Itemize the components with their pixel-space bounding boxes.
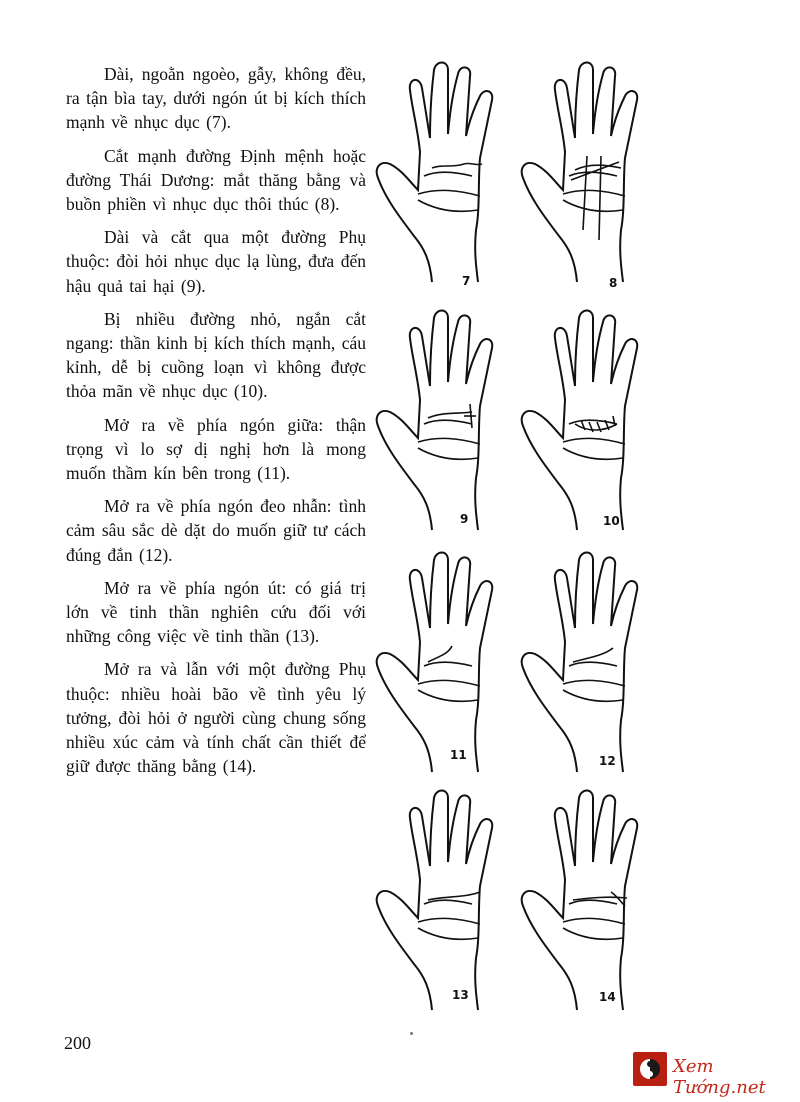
paragraph: Dài và cắt qua một đường Phụ thuộc: đòi hỏi nhục dục lạ lùng, đưa đến hậu quả tai hại (9). bbox=[66, 227, 366, 296]
palm-drawing bbox=[372, 308, 522, 538]
palm-figure-7 bbox=[372, 60, 522, 290]
palm-drawing bbox=[517, 788, 667, 1018]
body-text bbox=[66, 62, 366, 787]
palm-figure-8 bbox=[517, 60, 667, 290]
palm-figure-10 bbox=[517, 308, 667, 538]
palm-drawing bbox=[372, 60, 522, 290]
palm-figure-11 bbox=[372, 550, 522, 780]
figure-label: 11 bbox=[450, 748, 467, 762]
watermark-text: Xem Tướng.net bbox=[673, 1056, 766, 1098]
paragraph: Mở ra và lẫn với một đường Phụ thuộc: nhiều hoài bão về tình yêu lý tưởng, đòi hỏi ở người cùng chung sống nhiều xúc cảm và tính chất cần thiết để giữ được thăng bằng (14). bbox=[66, 659, 366, 777]
palm-illustrations bbox=[372, 60, 672, 1020]
paragraph: Bị nhiều đường nhỏ, ngắn cắt ngang: thần kinh bị kích thích mạnh, cáu kỉnh, dễ bị cuồng loạn vì không được thỏa mãn về nhục dục (10). bbox=[66, 308, 366, 402]
palm-figure-12 bbox=[517, 550, 667, 780]
scan-speck bbox=[410, 1032, 413, 1035]
figure-label: 12 bbox=[599, 754, 616, 768]
palm-drawing bbox=[517, 60, 667, 290]
palm-drawing bbox=[372, 788, 522, 1018]
palm-figure-14 bbox=[517, 788, 667, 1018]
figure-label: 14 bbox=[599, 990, 616, 1004]
paragraph: Mở ra về phía ngón đeo nhẫn: tình cảm sâu sắc dè dặt do muốn giữ tư cách đúng đắn (12). bbox=[66, 496, 366, 565]
page-number: 200 bbox=[64, 1033, 91, 1053]
watermark-logo bbox=[633, 1048, 798, 1098]
paragraph: Dài, ngoằn ngoèo, gẫy, không đều, ra tận bìa tay, dưới ngón út bị kích thích mạnh về nhục dục (7). bbox=[66, 64, 366, 133]
palm-drawing bbox=[517, 308, 667, 538]
figure-label: 8 bbox=[609, 276, 618, 290]
paragraph: Mở ra về phía ngón giữa: thận trọng vì lo sợ dị nghị hơn là mong muốn thầm kín bên trong (11). bbox=[66, 414, 366, 484]
paragraph: Mở ra về phía ngón út: có giá trị lớn về tinh thần nghiên cứu đối với những công việc về tinh thần (13). bbox=[66, 577, 366, 647]
figure-label: 13 bbox=[452, 988, 469, 1002]
palm-drawing bbox=[372, 550, 522, 780]
figure-label: 9 bbox=[460, 512, 469, 526]
palm-figure-13 bbox=[372, 788, 522, 1018]
paragraph: Cắt mạnh đường Định mệnh hoặc đường Thái Dương: mắt thăng bằng và buồn phiền vì nhục dục thôi thúc (8). bbox=[66, 145, 366, 215]
palm-figure-9 bbox=[372, 308, 522, 538]
palm-drawing bbox=[517, 550, 667, 780]
figure-label: 10 bbox=[603, 514, 620, 528]
figure-label: 7 bbox=[462, 274, 471, 288]
yin-yang-icon bbox=[633, 1052, 667, 1086]
